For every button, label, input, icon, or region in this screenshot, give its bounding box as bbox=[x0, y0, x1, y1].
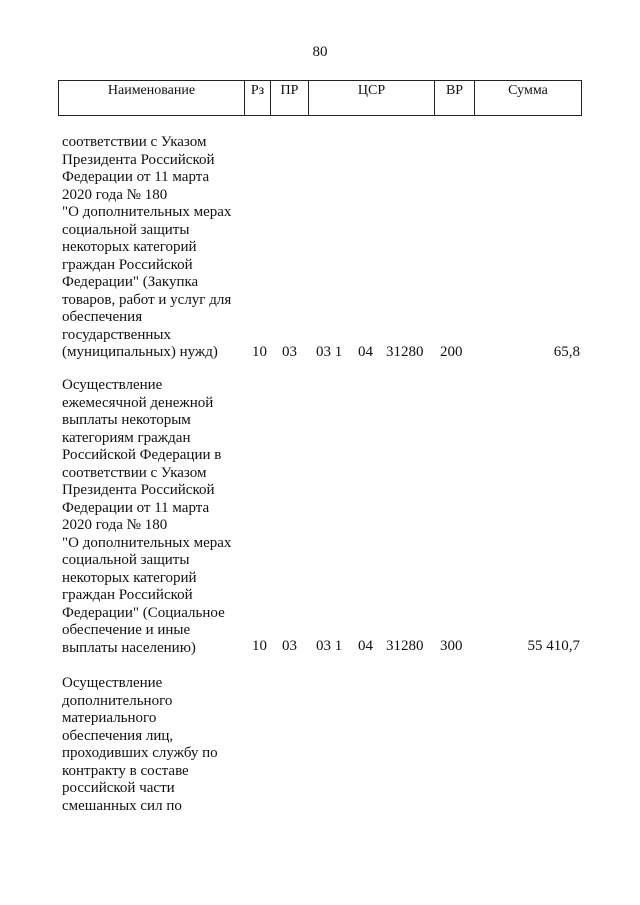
row-2-rz: 10 bbox=[252, 638, 267, 654]
header-vr: ВР bbox=[435, 81, 475, 115]
row-2-description: Осуществление ежемесячной денежной выплаты некоторым категориям граждан Российской Федерации в соответствии с Указом Президента Российской Федерации от 11 марта 2020 года № 180 "О дополнительных мерах социальной защиты некоторых категорий граждан Российской Федерации" (Социальное обеспечение и иные выплаты населению) bbox=[62, 377, 232, 656]
header-sum: Сумма bbox=[508, 83, 548, 98]
header-rz: Рз bbox=[245, 81, 271, 115]
page-number: 80 bbox=[312, 44, 328, 60]
row-1-csr-direction: 31280 bbox=[386, 344, 424, 360]
row-1-vr: 200 bbox=[440, 344, 463, 360]
row-2-pr: 03 bbox=[282, 638, 297, 654]
row-1-pr: 03 bbox=[282, 344, 297, 360]
table-header bbox=[58, 80, 582, 116]
row-2-vr: 300 bbox=[440, 638, 463, 654]
row-1-sum: 65,8 bbox=[553, 344, 580, 360]
row-2-csr-direction: 31280 bbox=[386, 638, 424, 654]
row-3-description: Осуществление дополнительного материального обеспечения лиц, проходивших службу по контракту в составе российской части смешанных сил по bbox=[62, 675, 218, 814]
row-1-rz: 10 bbox=[252, 344, 267, 360]
header-pr: ПР bbox=[271, 81, 309, 115]
row-1-csr-program: 03 1 bbox=[316, 344, 343, 360]
row-1-description: соответствии с Указом Президента Российской Федерации от 11 марта 2020 года № 180 "О дополнительных мерах социальной защиты некоторых категорий граждан Российской Федерации" (Закупка товаров, работ и услуг для обеспечения государственных (муниципальных) нужд) bbox=[62, 134, 232, 360]
header-csr: ЦСР bbox=[309, 81, 435, 115]
row-2-csr-program: 03 1 bbox=[316, 638, 343, 654]
row-2-sum: 55 410,7 bbox=[527, 638, 580, 654]
header-name: Наименование bbox=[59, 81, 245, 115]
row-1-csr-subprogram: 04 bbox=[358, 344, 373, 360]
row-2-csr-subprogram: 04 bbox=[358, 638, 373, 654]
